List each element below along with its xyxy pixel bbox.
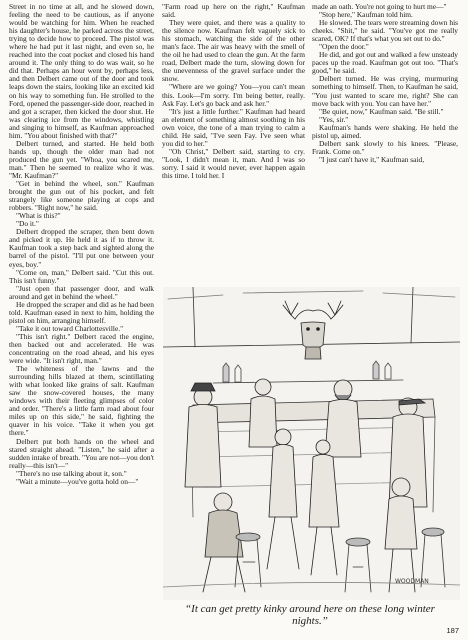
paragraph: "Farm road up here on the right," Kaufman said. — [162, 3, 305, 20]
page-number: 187 — [446, 626, 459, 635]
paragraph: He did, and got out and walked a few unsteady paces up the road. Kaufman got out too. "That's good," he said. — [312, 50, 458, 76]
paragraph: He dropped the scraper and did as he had been told. Kaufman eased in next to him, holding the pistol on him, arranging himself. — [9, 299, 154, 325]
paragraph: "Get in behind the wheel, son." Kaufman brought the gun out of his pocket, and felt strangely like someone playing at cops and robbers. "Right now," he said. — [9, 179, 154, 213]
paragraph: They were quiet, and there was a quality to the silence now. Kaufman felt vaguely sick to his stomach, watching the side of the other man's face. The air was heavy with the smell of the oil he had used to clean the gun. At the farm road, Delbert made the turn, slowing down for the unevenness of the gravel surface under the snow. — [162, 18, 305, 84]
cartoon-caption: “It can get pretty kinky around here on these long winter nights.” — [185, 603, 435, 627]
paragraph: The whiteness of the lawns and the surrounding hills blazed at them, scintillating with what looked like grains of salt. Kaufman saw the snow-covered houses, the many windows with their fleeting glimpses of color and order. "There's a little farm road about four miles up on this side," he said, fighting the quaver in his voice. "Take it when you get there." — [9, 364, 154, 438]
paragraph: "Stop here," Kaufman told him. — [319, 10, 413, 20]
cartoon-signature: WOODMAN — [395, 578, 429, 585]
text-column-1 — [9, 3, 154, 635]
text-column-3 — [312, 3, 458, 283]
cartoon-illustration — [163, 287, 460, 600]
paragraph: Delbert sank slowly to his knees. "Please, Frank. Come on." — [312, 138, 458, 156]
paragraph: "Wait a minute—you've gotta hold on—" — [16, 476, 139, 486]
paragraph: "Open the door." — [319, 42, 369, 52]
paragraph: "There's no use talking about it, son." — [16, 468, 127, 478]
paragraph: He slowed. The tears were streaming down his cheeks. "Shit," he said. "You've got me really scared, OK? If that's what you set out to do." — [312, 18, 458, 44]
paragraph: "I just can't have it," Kaufman said, — [319, 154, 425, 164]
paragraph: made an oath. You're not going to hurt me—" — [312, 3, 447, 11]
paragraph: Kaufman's hands were shaking. He held the pistol up, aimed. — [312, 122, 458, 140]
paragraph: "Come on, man," Delbert said. "Cut this out. This isn't funny." — [9, 267, 154, 285]
paragraph: "What is this?" — [16, 211, 61, 221]
paragraph: "Where are we going? You—you can't mean this. Look—I'm sorry. I'm being better, really. Ask Fay. Let's go back and ask her." — [162, 82, 305, 108]
paragraph: "Do it." — [16, 219, 39, 229]
paragraph: "Just open that passenger door, and walk around and get in behind the wheel." — [9, 283, 154, 301]
paragraph: "Take it out toward Charlottesville." — [16, 323, 124, 333]
paragraph: "This isn't right." Delbert raced the engine, then backed out and accelerated. He was concentrating on the road ahead, and his eyes were wide. "It isn't right, man." — [9, 331, 154, 366]
paragraph: "Oh Christ," Delbert said, starting to cry. "Look, I didn't mean it, man. And I was so sorry. I said it would never, ever happen again this time. I told her. I — [162, 146, 305, 180]
paragraph: "Be quiet, now," Kaufman said. "Be still." — [319, 106, 444, 116]
paragraph: Delbert turned, and started. He held both hands up, though the older man had not produced the gun yet. "Whoa, you scared me, man." Then he seemed to realize who it was. "Mr. Kaufman?" — [9, 138, 154, 180]
text-column-2 — [162, 3, 305, 283]
paragraph: Delbert turned. He was crying, murmuring something to himself. Then, to Kaufman he said, "You just wanted to scare me, right? She can move back with you. You can have her." — [312, 74, 458, 108]
paragraph: "Yes, sir." — [319, 114, 349, 124]
paragraph: Delbert put both hands on the wheel and stared straight ahead. "Listen," he said after a sudden intake of breath. "You are not—you don't really—this isn't—" — [9, 436, 154, 470]
paragraph: Delbert dropped the scraper, then bent down and picked it up. He held it as if to throw it. Kaufman took a step back and sighted along the barrel of the pistol. "I'll put one between your eyes, boy." — [9, 227, 154, 269]
paragraph: "It's just a little further." Kaufman had heard an element of something almost soothing in his own voice, the tone of a man trying to calm a child. He said, "I've seen Fay. I've seen what you did to her." — [162, 106, 305, 148]
paragraph: Street in no time at all, and he slowed down, feeling the need to be cautious, as if anyone would be watching for him. When he reached his daughter's house, he parked across the street, trying to decide how to proceed. The pistol was where he had put it last night, and even so, he reached into the coat pocket and closed his hand around it. The only thing to do was wait, so he did that. Perhaps an hour went by, perhaps less, and then Delbert came out of the door and took leaps down the stairs, looking like an excited kid on his way to something fun. He strolled to the Ford, opened the passenger-side door, reached in and got a scraper, then kicked the door shut. He was clearing ice from the windows, whistling and singing to himself, as Kaufman approached him. "You about finished with that?" — [9, 3, 154, 140]
